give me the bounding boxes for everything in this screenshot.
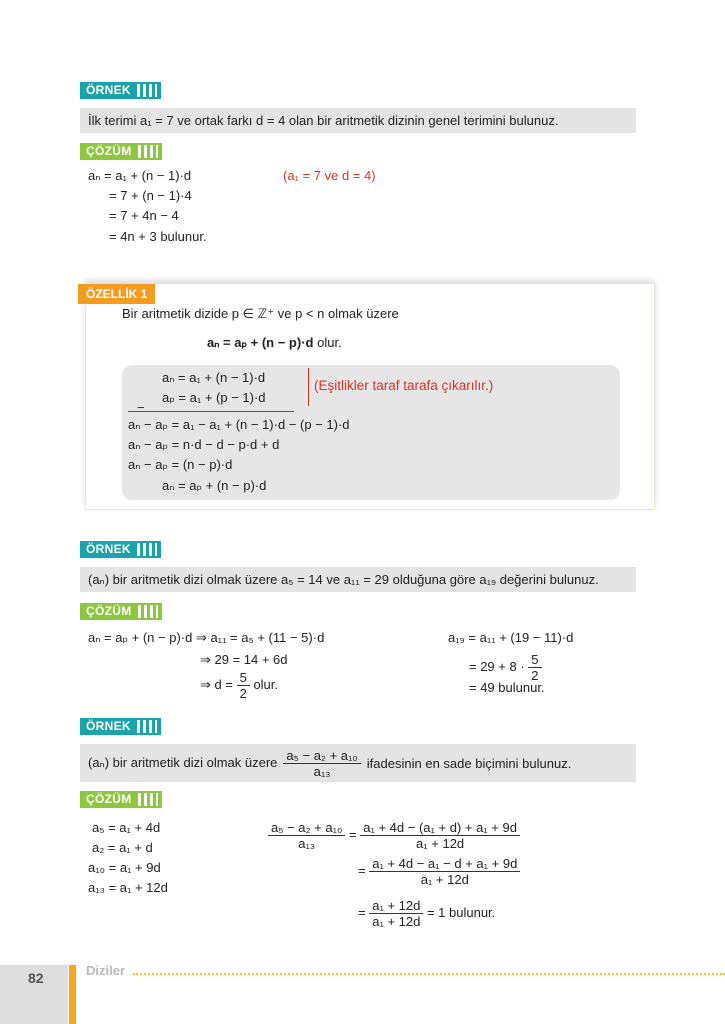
numerator: a₅ − a₂ + a₁₀ [283,748,360,764]
numerator: a₅ − a₂ + a₁₀ [268,820,345,836]
numerator: 5 [237,670,250,686]
text: (aₙ) bir aritmetik dizi olmak üzere [88,755,278,770]
example-tag: ÖRNEK [80,718,161,735]
step: aₙ = aₚ + (n − p)·d [162,478,267,493]
brace [308,368,309,406]
page-number: 82 [28,970,44,986]
solution-line: a₁₃ = a₁ + 12d [88,880,168,895]
solution-line [469,652,542,683]
numerator: 5 [528,652,541,668]
property-intro: Bir aritmetik dizide p ∈ ℤ⁺ ve p < n olmak üzere [122,306,399,321]
step: aₙ − aₚ = a₁ − a₁ + (n − 1)·d − (p − 1)·d [128,417,350,432]
solution-tag: ÇÖZÜM [80,143,162,160]
solution-tag: ÇÖZÜM [80,603,162,620]
denominator: 2 [531,668,539,683]
solution-line: = 4n + 3 bulunur. [109,229,207,244]
question: (aₙ) bir aritmetik dizi olmak üzere a₅ = 14 ve a₁₁ = 29 olduğuna göre a₁₉ değerini bulunuz. [80,567,636,592]
formula: aₙ = aₚ + (n − p)·d [207,335,314,350]
numerator: a₁ + 12d [369,898,423,914]
solution-line: a₁₉ = a₁₁ + (19 − 11)·d [448,630,574,645]
equals: = [358,904,366,920]
accent-bar [69,965,76,1024]
equals: = [349,826,357,842]
equation: aₚ = a₁ + (p − 1)·d [162,390,266,405]
solution-line: a₅ = a₁ + 4d [92,820,161,835]
solution-tag: ÇÖZÜM [80,791,162,808]
note: (a₁ = 7 ve d = 4) [283,168,376,183]
solution-line: = 49 bulunur. [469,680,545,695]
numerator: a₁ + 4d − a₁ − d + a₁ + 9d [369,856,520,872]
solution-line: ⇒ 29 = 14 + 6d [200,652,288,667]
text: = 29 + 8 · [469,658,525,674]
solution-line: aₙ = a₁ + (n − 1)·d [88,168,192,183]
denominator: a₁₃ [298,836,316,851]
text: olur. [253,676,279,692]
example-tag: ÖRNEK [80,82,161,99]
solution-line: = 7 + (n − 1)·4 [109,188,192,203]
denominator: a₁₃ [313,763,331,779]
equals: = [358,862,366,878]
minus-sign: − [137,400,145,415]
note: (Eşitlikler taraf tarafa çıkarılır.) [314,378,494,393]
property-formula [207,335,342,351]
denominator: a₁ + 12d [416,836,465,851]
text: ⇒ d = [200,676,233,692]
solution-line: = 7 + 4n − 4 [109,208,179,223]
denominator: 2 [239,686,247,701]
step: aₙ − aₚ = (n − p)·d [128,457,233,472]
formula-suffix: olur. [317,335,342,350]
equation: aₙ = a₁ + (n − 1)·d [162,370,266,385]
dotted-line [133,973,725,975]
question [80,744,636,782]
solution-line: a₁₀ = a₁ + 9d [88,860,161,875]
solution-line [200,670,278,701]
fraction-line [358,856,520,887]
fraction-line [358,898,495,929]
divider [128,411,294,412]
solution-line: aₙ = aₚ + (n − p)·d ⇒ a₁₁ = a₅ + (11 − 5)·d [88,630,325,645]
numerator: a₁ + 4d − (a₁ + d) + a₁ + 9d [360,820,520,836]
text: ifadesinin en sade biçimini bulunuz. [366,755,572,771]
property-tag: ÖZELLİK 1 [78,284,155,304]
result: = 1 bulunur. [426,904,496,920]
example-tag: ÖRNEK [80,541,161,558]
solution-line: a₂ = a₁ + d [92,840,153,855]
chapter-title: Diziler [86,963,126,978]
denominator: a₁ + 12d [372,914,421,929]
denominator: a₁ + 12d [420,872,469,887]
fraction-line [268,820,520,851]
question: İlk terimi a₁ = 7 ve ortak farkı d = 4 olan bir aritmetik dizinin genel terimini bulunuz. [80,108,636,133]
step: aₙ − aₚ = n·d − d − p·d + d [128,437,280,452]
